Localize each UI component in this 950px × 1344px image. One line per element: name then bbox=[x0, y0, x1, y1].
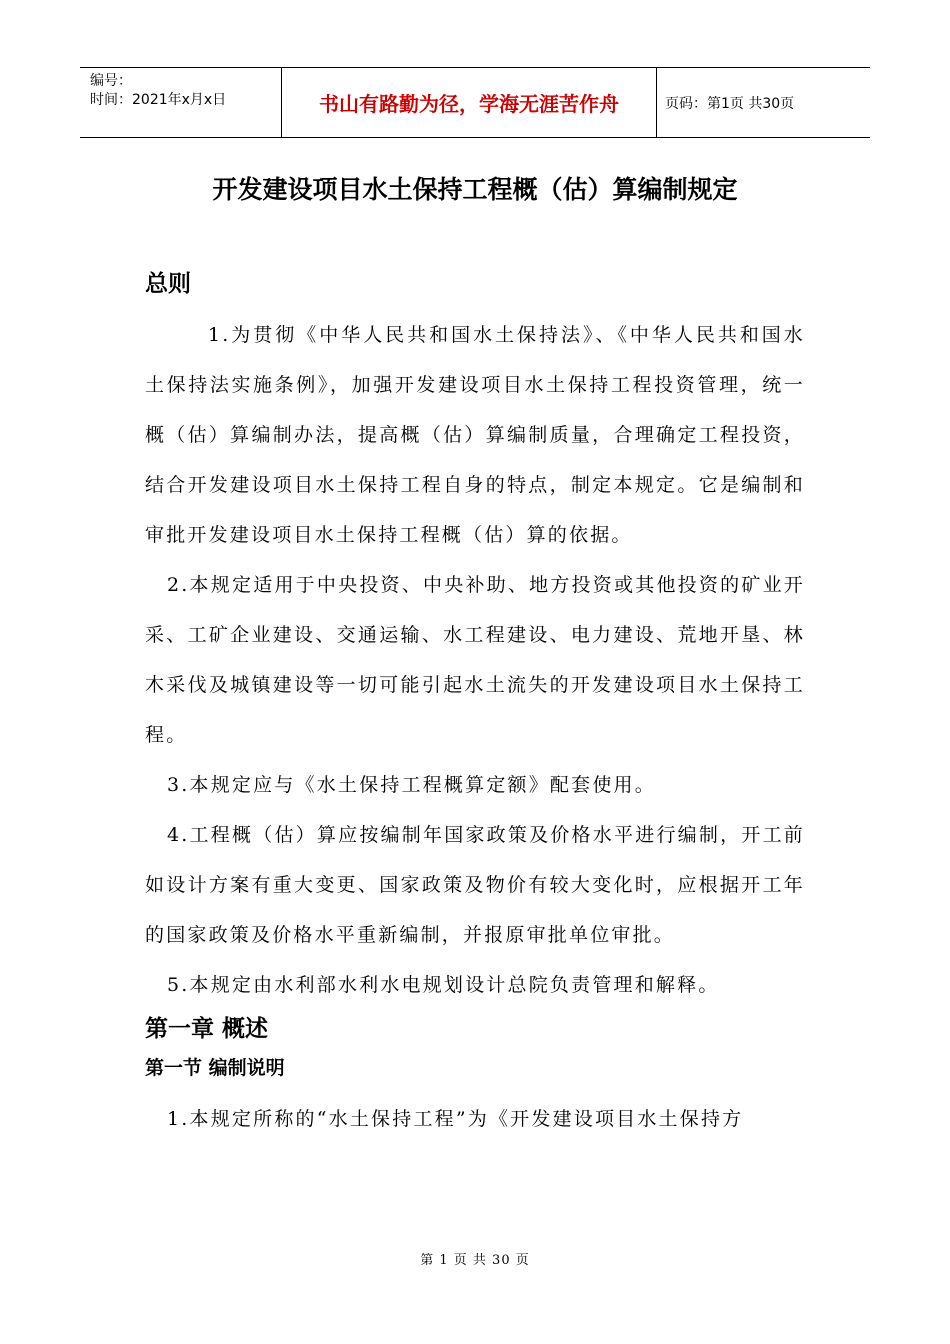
header-table bbox=[80, 67, 870, 138]
general-paragraph-3: 3.本规定应与《水土保持工程概算定额》配套使用。 bbox=[167, 774, 656, 796]
document-body bbox=[145, 265, 805, 1144]
page-footer: 第 1 页 共 30 页 bbox=[420, 1253, 530, 1268]
header-page-info: 页码：第1页 共30页 bbox=[665, 95, 795, 112]
header-left-cell bbox=[80, 68, 282, 137]
document-title: 开发建设项目水土保持工程概（估）算编制规定 bbox=[212, 175, 738, 204]
general-paragraph-4: 4.工程概（估）算应按编制年国家政策及价格水平进行编制，开工前如设计方案有重大变更、国家政策及物价有较大变化时，应根据开工年的国家政策及价格水平重新编制，并报原审批单位审批。 bbox=[145, 824, 805, 946]
general-paragraph-2: 2.本规定适用于中央投资、中央补助、地方投资或其他投资的矿业开采、工矿企业建设、交通运输、水工程建设、电力建设、荒地开垦、林木采伐及城镇建设等一切可能引起水土流失的开发建设项目水土保持工程。 bbox=[145, 574, 805, 746]
general-paragraph-1: 1.为贯彻《中华人民共和国水土保持法》、《中华人民共和国水土保持法实施条例》，加强开发建设项目水土保持工程投资管理，统一概（估）算编制办法，提高概（估）算编制质量，合理确定工程投资，结合开发建设项目水土保持工程自身的特点，制定本规定。它是编制和审批开发建设项目水土保持工程概（估）算的依据。 bbox=[145, 324, 805, 546]
chapter-1-section-1-heading: 第一节 编制说明 bbox=[145, 1057, 285, 1079]
header-motto: 书山有路勤为径，学海无涯苦作舟 bbox=[282, 68, 657, 137]
document-number-label: 编号： bbox=[90, 73, 132, 89]
chapter-1-heading: 第一章 概述 bbox=[145, 1016, 269, 1042]
general-paragraph-5: 5.本规定由水利部水利水电规划设计总院负责管理和解释。 bbox=[167, 974, 720, 996]
chapter-1-paragraph-1: 1.本规定所称的“水土保持工程”为《开发建设项目水土保持方 bbox=[167, 1108, 744, 1130]
general-heading: 总则 bbox=[145, 271, 191, 297]
document-time-label: 时间：2021年x月x日 bbox=[90, 92, 227, 108]
